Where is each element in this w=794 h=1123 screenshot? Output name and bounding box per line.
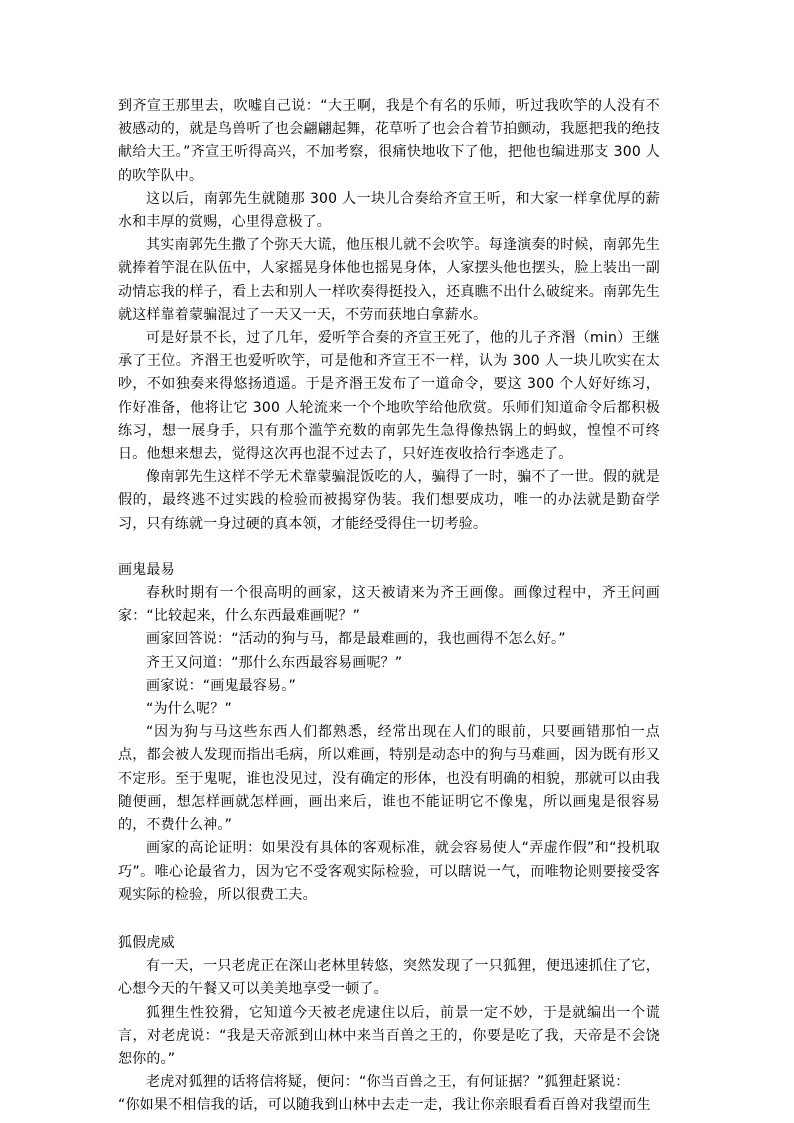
paragraph: 像南郭先生这样不学无术靠蒙骗混饭吃的人，骗得了一时，骗不了一世。假的就是假的，最终逃不过实践的检验而被揭穿伪装。我们想要成功，唯一的办法就是勤奋学习，只有练就一身过硬的真本领，才能经受得住一切考验。 bbox=[118, 469, 660, 532]
paragraph: 其实南郭先生撒了个弥天大谎，他压根儿就不会吹竽。每逢演奏的时候，南郭先生就捧着竽混在队伍中，人家摇晃身体他也摇晃身体，人家摆头他也摆头，脸上装出一副动情忘我的样子，看上去和别人一样吹奏得挺投入，还真瞧不出什么破绽来。南郭先生就这样靠着蒙骗混过了一天又一天，不劳而获地白拿薪水。 bbox=[118, 237, 660, 323]
paragraph: “你如果不相信我的话，可以随我到山林中去走一走，我让你亲眼看看百兽对我望而生 bbox=[118, 1097, 651, 1114]
paragraph: 画家说：“画鬼最容易。” bbox=[146, 677, 296, 694]
paragraph: 这以后，南郭先生就随那 300 人一块儿合奏给齐宣王听，和大家一样拿优厚的薪水和丰厚的赏赐，心里得意极了。 bbox=[118, 190, 660, 231]
paragraph: 画家的高论证明：如果没有具体的客观标准，就会容易使人“弄虚作假”和“投机取巧”。唯心论最省力，因为它不受客观实际检验，可以瞎说一气，而唯物论则要接受客观实际的检验，所以很费工夫。 bbox=[118, 840, 660, 903]
paragraph: 老虎对狐狸的话将信将疑，便问：“你当百兽之王，有何证据？”狐狸赶紧说： bbox=[146, 1074, 630, 1091]
paragraph: 到齐宣王那里去，吹嘘自己说：“大王啊，我是个有名的乐师，听过我吹竽的人没有不被感动的，就是鸟兽听了也会翩翩起舞，花草听了也会合着节拍颤动，我愿把我的绝技献给大王。”齐宣王听得高兴，不加考察，很痛快地收下了他，把他也编进那支 300 人的吹竽队中。 bbox=[118, 98, 660, 184]
paragraph: 春秋时期有一个很高明的画家，这天被请来为齐王画像。画像过程中，齐王问画家：“比较起来，什么东西最难画呢？” bbox=[118, 585, 660, 625]
paragraph: 狐狸生性狡猾，它知道今天被老虎逮住以后，前景一定不妙，于是就编出一个谎言，对老虎说：“我是天帝派到山林中来当百兽之王的，你要是吃了我，天帝是不会饶恕你的。” bbox=[118, 1004, 660, 1067]
paragraph: 齐王又问道：“那什么东西最容易画呢？” bbox=[146, 654, 403, 671]
paragraph: “为什么呢？” bbox=[146, 701, 232, 718]
paragraph: “因为狗与马这些东西人们都熟悉，经常出现在人们的眼前，只要画错那怕一点点，都会被人发现而指出毛病，所以难画，特别是动态中的狗与马难画，因为既有形又不定形。至于鬼呢，谁也没见过，没有确定的形体，也没有明确的相貌，那就可以由我随便画，想怎样画就怎样画，画出来后，谁也不能证明它不像鬼，所以画鬼是很容易的，不费什么神。” bbox=[118, 724, 660, 834]
paragraph: 画家回答说：“活动的狗与马，都是最难画的，我也画得不怎么好。” bbox=[146, 631, 566, 648]
paragraph: 有一天，一只老虎正在深山老林里转悠，突然发现了一只狐狸，便迅速抓住了它，心想今天的午餐又可以美美地享受一顿了。 bbox=[118, 958, 660, 998]
document-body bbox=[118, 95, 660, 1118]
section-title: 狐假虎威 bbox=[118, 934, 175, 951]
paragraph: 可是好景不长，过了几年，爱听竽合奏的齐宣王死了，他的儿子齐湣（min）王继承了王位。齐湣王也爱听吹竽，可是他和齐宣王不一样，认为 300 人一块儿吹实在太吵，不如独奏来得悠扬逍遥。于是齐湣王发布了一道命令，要这 300 个人好好练习，作好准备，他将让它 300 人轮流来一个个地吹竽给他欣赏。乐师们知道命令后都积极练习，想一展身手，只有那个滥竽充数的南郭先生急得像热锅上的蚂蚁，惶惶不可终日。他想来想去，觉得这次再也混不过去了，只好连夜收拾行李逃走了。 bbox=[118, 330, 660, 463]
section-title: 画鬼最易 bbox=[118, 561, 175, 578]
